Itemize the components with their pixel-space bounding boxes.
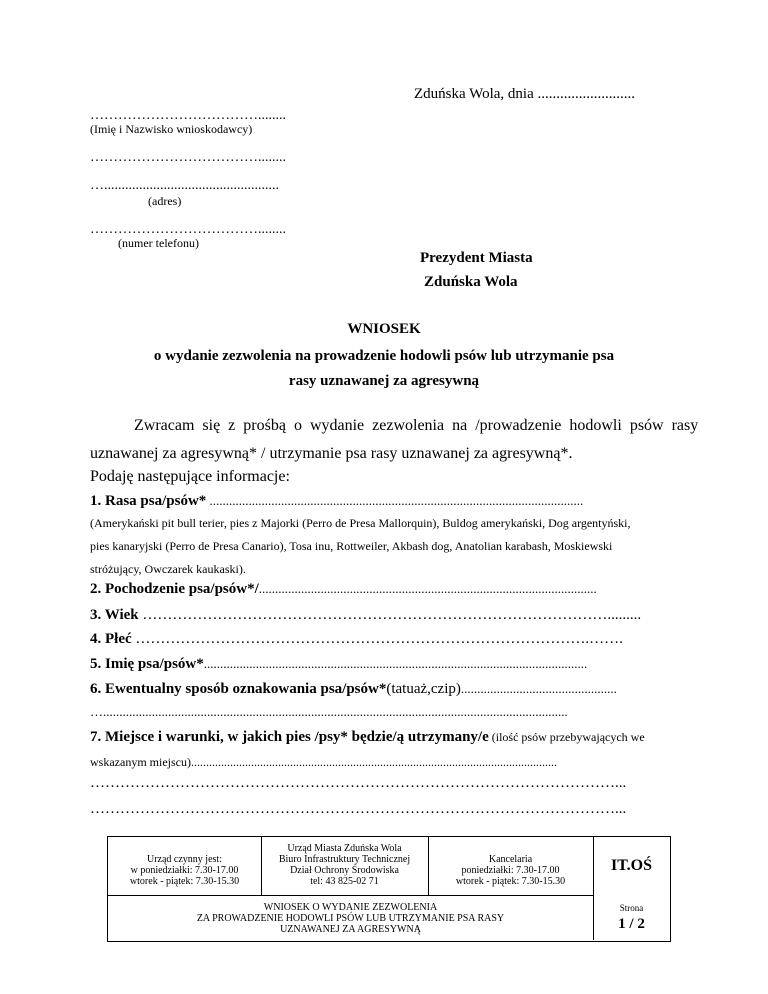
chancery-tue-fri: wtorek - piątek: 7.30-15.30 xyxy=(455,876,566,887)
document-subtitle-2: rasy uznawanej za agresywną xyxy=(288,373,480,389)
paragraph-3: Podaję następujące informacje: xyxy=(90,468,290,485)
phone-label: (numer telefonu) xyxy=(118,236,199,250)
office-name: Urząd Miasta Zduńska Wola xyxy=(287,843,402,854)
form-title xyxy=(108,902,593,935)
address-label: (adres) xyxy=(148,194,182,208)
item-7 xyxy=(90,729,645,746)
office-hours xyxy=(108,854,261,887)
page-number: 1 / 2 xyxy=(618,916,645,932)
item-7-line-4: ……………………………………………………………………………………………... xyxy=(90,801,627,817)
item-1-note-3: stróżujący, Owczarek kaukaski). xyxy=(90,562,246,576)
form-code: IT.OŚ xyxy=(610,857,653,874)
item-3-label: 3. Wiek xyxy=(90,607,139,623)
item-1 xyxy=(90,493,583,510)
item-4 xyxy=(90,631,623,648)
form-title-1: WNIOSEK O WYDANIE ZEZWOLENIA xyxy=(263,902,438,913)
phone-line: ………………………………........ xyxy=(90,222,286,237)
address-line-2: ….................................................. xyxy=(90,178,279,193)
hours-title: Urząd czynny jest: xyxy=(147,854,222,865)
item-7-label: 7. Miejsce i warunki, w jakich pies /psy* będzie/ą utrzymany/e xyxy=(90,729,489,745)
item-4-label: 4. Płeć xyxy=(90,631,132,647)
place-date: Zduńska Wola, dnia .......................... xyxy=(414,86,635,102)
item-1-label: 1. Rasa psa/psów* xyxy=(90,493,207,509)
item-7-note: (ilość psów przebywających we xyxy=(488,730,645,744)
office-dept: Biuro Infrastruktury Technicznej xyxy=(278,854,411,865)
applicant-name-label: (Imię i Nazwisko wnioskodawcy) xyxy=(90,122,253,136)
item-3 xyxy=(90,607,641,624)
item-6-extra: (tatuaż,czip) xyxy=(386,681,461,697)
office-sub: Dział Ochrony Środowiska xyxy=(290,865,399,876)
item-6-dots: ................................................ xyxy=(460,681,617,696)
item-2-dots: ........................................................................................................ xyxy=(258,581,597,596)
document-subtitle-1: o wydanie zezwolenia na prowadzenie hodowli psów lub utrzymanie psa xyxy=(153,348,615,364)
item-2-label: 2. Pochodzenie psa/psów*/ xyxy=(90,581,259,597)
form-title-2: ZA PROWADZENIE HODOWLI PSÓW LUB UTRZYMANIE PSA RASY xyxy=(196,913,505,924)
item-6 xyxy=(90,681,617,698)
item-7-line-2 xyxy=(90,755,557,770)
item-4-dots: ……………………………………………………………………………….……. xyxy=(131,631,623,647)
item-7-line-2-text: wskazanym miejscu) xyxy=(90,755,191,769)
form-title-3: UZNAWANEJ ZA AGRESYWNĄ xyxy=(280,924,421,935)
item-5-dots: ...................................................................................................................... xyxy=(203,656,588,671)
item-6-line-2: …............................................................................................................................................... xyxy=(90,704,568,719)
hours-mon: w poniedziałki: 7.30-17.00 xyxy=(130,865,239,876)
item-2 xyxy=(90,581,597,598)
item-1-note-1: (Amerykański pit bull terier, pies z Majorki (Perro de Presa Mallorquin), Buldog amerykański, Dog argentyński, xyxy=(90,516,631,530)
chancery-title: Kancelaria xyxy=(488,854,533,865)
item-3-dots: …………………………………………………………………………………......... xyxy=(138,607,642,623)
item-5-label: 5. Imię psa/psów* xyxy=(90,656,204,672)
office-info xyxy=(261,843,428,887)
office-tel: tel: 43 825-02 71 xyxy=(310,876,379,887)
document-title: WNIOSEK xyxy=(347,321,421,337)
paragraph-1: Zwracam się z prośbą o wydanie zezwolenia na /prowadzenie hodowli psów rasy xyxy=(134,417,699,434)
footer-box xyxy=(107,836,671,942)
address-line-1: ………………………………........ xyxy=(90,150,286,165)
chancery-mon: poniedziałki: 7.30-17.00 xyxy=(461,865,560,876)
item-5 xyxy=(90,656,587,673)
item-6-label: 6. Ewentualny sposób oznakowania psa/psów* xyxy=(90,681,387,697)
recipient-line-2: Zduńska Wola xyxy=(424,274,518,290)
item-1-note-2: pies kanaryjski (Perro de Presa Canario), Tosa inu, Rottweiler, Akbash dog, Anatolian karabash, Moskiewski xyxy=(90,539,613,553)
paragraph-2: uznawanej za agresywną* / utrzymanie psa rasy uznawanej za agresywną*. xyxy=(90,445,573,462)
page-label: Strona xyxy=(619,903,644,913)
hours-tue-fri: wtorek - piątek: 7.30-15.30 xyxy=(129,876,240,887)
item-7-line-3: ……………………………………………………………………………………………... xyxy=(90,775,627,791)
item-7-line-2-dots: .......................................................................................................................... xyxy=(190,755,557,769)
chancery-hours xyxy=(428,854,593,887)
applicant-name-line: ………………………………........ xyxy=(90,108,286,123)
recipient-line-1: Prezydent Miasta xyxy=(420,250,533,266)
item-1-dots: ................................................................................................................... xyxy=(206,493,584,508)
